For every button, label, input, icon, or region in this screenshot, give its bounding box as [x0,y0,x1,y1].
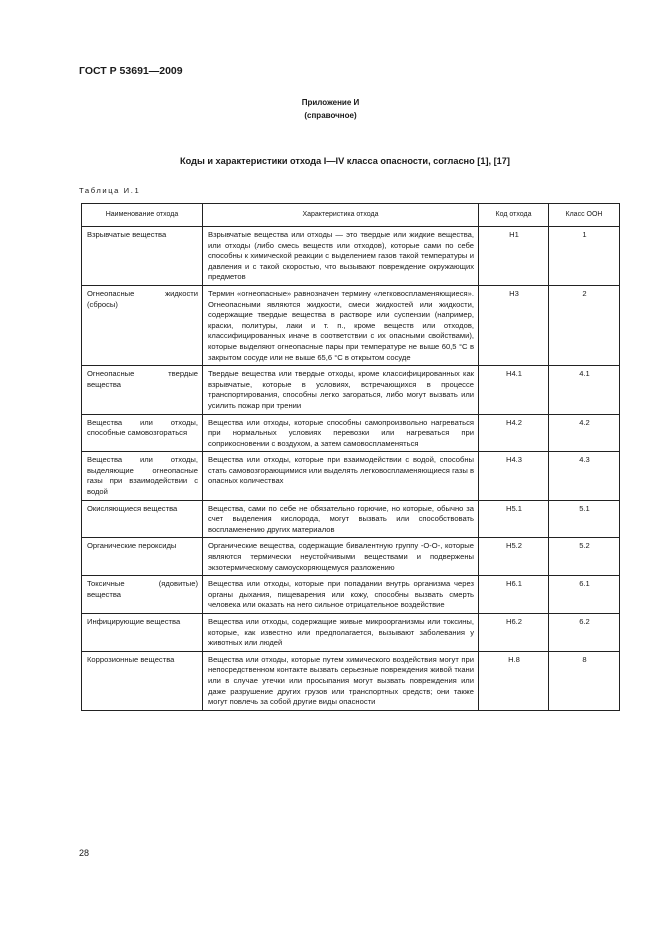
page-number: 28 [79,848,90,858]
un-class: 5.2 [549,538,620,576]
waste-name: Токсичные (ядовитые) вещества [82,576,203,614]
waste-description: Твердые вещества или твердые отходы, кроме классифицированных как взрывчатые, которые в условиях, встречающихся в процессе транспортирования, способны легко загораться, либо могут вызвать или усилить пожар при трении [203,366,479,414]
un-class: 4.3 [549,452,620,500]
waste-name: Огнеопасные твердые вещества [82,366,203,414]
waste-code: Н6.1 [479,576,549,614]
waste-code: Н5.1 [479,500,549,538]
table-row [82,576,620,614]
waste-code: Н5.2 [479,538,549,576]
waste-description: Взрывчатые вещества или отходы — это твердые или жидкие вещества, или отходы (либо смесь веществ или отходов), которые сами по себе способны к химической реакции с выделением газов такой температуры и давления и с такой скоростью, что вызывают повреждение окружающих предметов [203,227,479,286]
waste-name: Огнеопасные жидкости (сбросы) [82,285,203,365]
header-name: Наименование отхода [82,204,203,227]
un-class: 4.1 [549,366,620,414]
waste-code: Н4.1 [479,366,549,414]
un-class: 4.2 [549,414,620,452]
waste-code: Н.8 [479,651,549,710]
waste-code: Н3 [479,285,549,365]
table-row [82,614,620,652]
appendix-subtitle: (справочное) [304,111,357,120]
un-class: 6.1 [549,576,620,614]
un-class: 1 [549,227,620,286]
header-description: Характеристика отхода [203,204,479,227]
waste-name: Инфицирующие вещества [82,614,203,652]
waste-codes-table [81,203,620,711]
waste-description: Термин «огнеопасные» равнозначен термину «легковоспламеняющиеся». Огнеопасными являются жидкости, смеси жидкостей или жидкости, содержащие твердые вещества в растворе или суспензии (например, краски, политуры, лаки и т. п., кроме веществ или отходов, классифицированных иначе в соответствии с их опасными свойствами), которые выделяют огнеопасные пары при температуре не выше 60,5 °С в закрытом сосуде или не выше 65,6 °С в открытом сосуде [203,285,479,365]
waste-description: Вещества, сами по себе не обязательно горючие, но которые, обычно за счет выделения кислорода, могут вызвать или способствовать воспламенению других материалов [203,500,479,538]
table-row [82,651,620,710]
waste-description: Вещества или отходы, содержащие живые микроорганизмы или токсины, которые, как известно или предполагается, вызывают заболевания у животных или людей [203,614,479,652]
section-title: Коды и характеристики отхода I—IV класса опасности, согласно [1], [17] [180,156,510,166]
waste-code: Н1 [479,227,549,286]
appendix-heading [0,96,661,122]
waste-description: Вещества или отходы, которые путем химического воздействия могут при непосредственном контакте вызвать серьезные повреждения живой ткани или в случае утечки или просыпания могут вызвать повреждения или даже разрушение других грузов или транспортных средств; они также могут повлечь за собой другие виды опасности [203,651,479,710]
document-code: ГОСТ Р 53691—2009 [79,65,183,77]
waste-code: Н4.3 [479,452,549,500]
table-row [82,452,620,500]
table-row [82,500,620,538]
waste-name: Вещества или отходы, выделяющие огнеопасные газы при взаимодействии с водой [82,452,203,500]
header-un-class: Класс ООН [549,204,620,227]
un-class: 6.2 [549,614,620,652]
waste-description: Вещества или отходы, которые при взаимодействии с водой, способны стать самовозгорающимися или выделять легковоспламеняющиеся газы в опасных количествах [203,452,479,500]
table-row [82,538,620,576]
un-class: 2 [549,285,620,365]
table-header-row [82,204,620,227]
waste-code: Н4.2 [479,414,549,452]
table-label: Таблица И.1 [79,186,141,195]
waste-name: Окисляющиеся вещества [82,500,203,538]
header-code: Код отхода [479,204,549,227]
table-row [82,414,620,452]
waste-description: Вещества или отходы, которые способны самопроизвольно нагреваться при нормальных условиях перевозки или нагреваться при соприкосновении с воздухом, а затем самовоспламеняться [203,414,479,452]
waste-name: Вещества или отходы, способные самовозгораться [82,414,203,452]
waste-name: Взрывчатые вещества [82,227,203,286]
waste-description: Органические вещества, содержащие бивалентную группу -О-О-, которые являются термически неустойчивыми веществами и подвержены экзотермическому самоускоряющемуся разложению [203,538,479,576]
waste-code: Н6.2 [479,614,549,652]
waste-name: Коррозионные вещества [82,651,203,710]
waste-description: Вещества или отходы, которые при попадании внутрь организма через органы дыхания, пищеварения или кожу, способны вызвать смерть человека или оказать на него сильное отрицательное воздействие [203,576,479,614]
appendix-title: Приложение И [301,98,360,107]
table-row [82,285,620,365]
table-row [82,227,620,286]
un-class: 5.1 [549,500,620,538]
un-class: 8 [549,651,620,710]
waste-name: Органические пероксиды [82,538,203,576]
table-row [82,366,620,414]
